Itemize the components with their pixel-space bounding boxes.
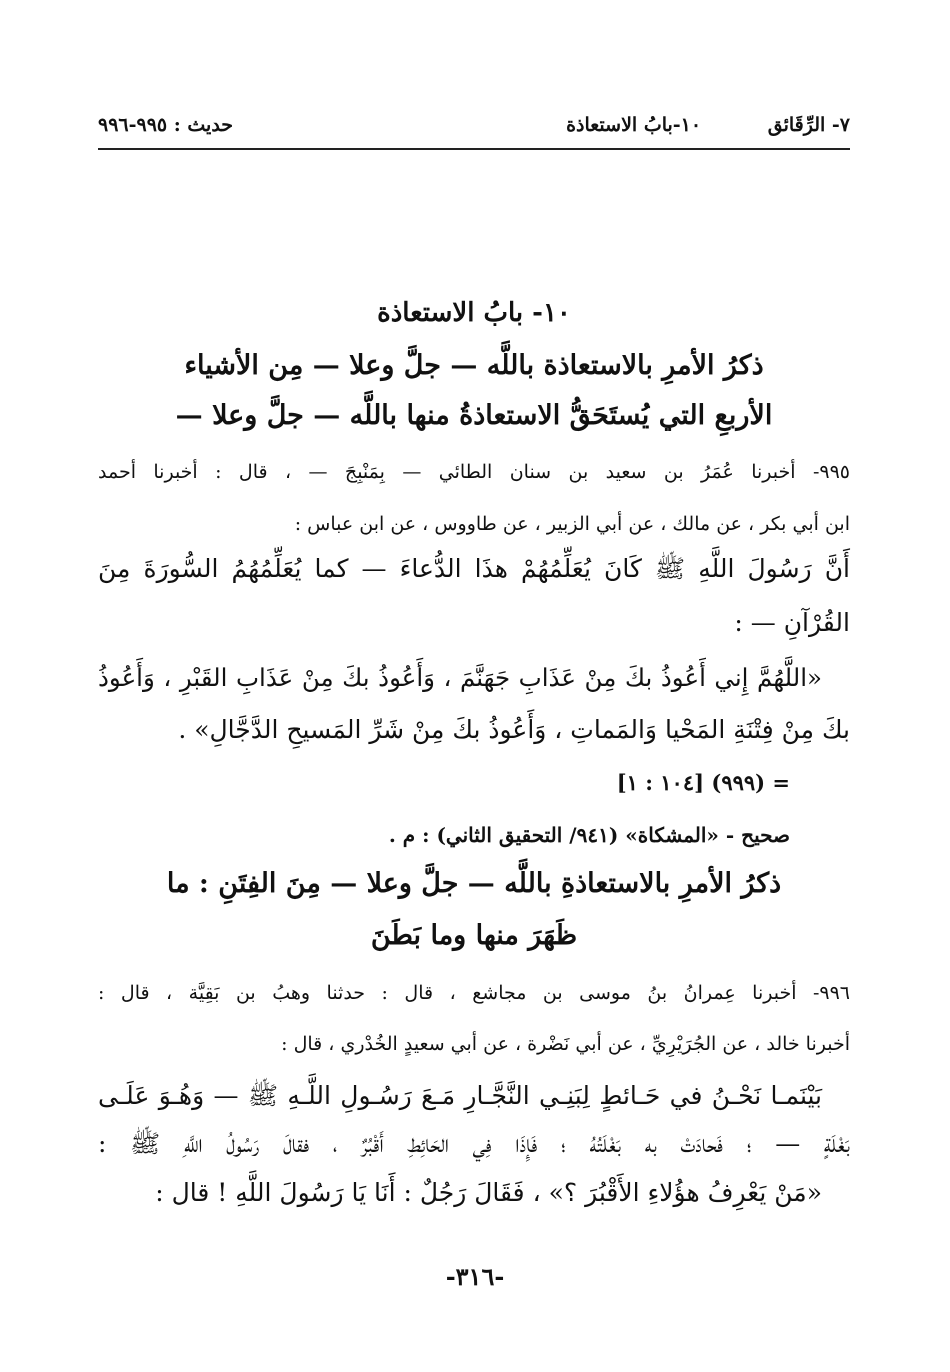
chapter-label: ١٠-بابُ الاستعاذة — [566, 114, 702, 136]
hadith-995-reference: = (٩٩٩) [١٠٤ : ١] — [616, 770, 790, 795]
running-head-right — [566, 114, 850, 136]
hadith-996-text-line1: بَيْنَمـا نَحْـنُ في حَـائطٍ لِبَنِـي النَّجَّـارِ مَـعَ رَسُـولِ اللَّـهِ ﷺ — وَهُـوَ عَلَـى — [98, 1081, 822, 1110]
hadith-995-text-line2: القُرْآنِ — : — [734, 608, 850, 637]
hadith-996-chain-line2: أخبرنا خالد ، عن الجُرَيْرِيِّ ، عن أبي نَضْرة ، عن أبي سعيدٍ الخُدْري ، قال : — [281, 1033, 850, 1055]
hadith-range: حديث : ٩٩٥-٩٩٦ — [98, 114, 234, 136]
section2-heading-line1: ذكرُ الأمرِ بالاستعاذةِ باللَّه — جلَّ وعلا — مِنَ الفِتَنِ : ما — [166, 868, 782, 899]
hadith-995-text-line1: أَنَّ رَسُولَ اللَّهِ ﷺ كَانَ يُعَلِّمُهُمْ هذَا الدُّعاءَ — كما يُعَلِّمُهُمُ السُّورَةَ مِنَ — [98, 554, 850, 583]
section1-heading-line2: الأربعِ التي يُستَحَقُّ الاستعاذةُ منها باللَّه — جلَّ وعلا — — [175, 400, 773, 431]
hadith-995-text-line3: «اللَّهُمَّ إِني أَعُوذُ بكَ مِنْ عَذَابِ جَهَنَّمَ ، وَأَعُوذُ بكَ مِنْ عَذَابِ القَبْرِ ، وَأَعُوذُ — [98, 663, 822, 692]
section2-heading-line2: ظَهَرَ منها وما بَطَنَ — [370, 920, 578, 951]
chapter-title: ١٠- بابُ الاستعاذة — [377, 298, 571, 328]
running-head — [98, 108, 850, 150]
page-number: -٣١٦- — [445, 1262, 505, 1291]
hadith-995-grading: صحيح - «المشكاة» (٩٤١/ التحقيق الثاني) : م . — [388, 823, 790, 847]
hadith-996-chain-line1: ٩٩٦- أخبرنا عِمرانُ بنُ موسى بن مجاشع ، قال : حدثنا وهبُ بن بَقِيَّة ، قال : — [98, 982, 850, 1004]
hadith-995-text-line4: بكَ مِنْ فِتْنَةِ المَحْيا وَالمَماتِ ، وَأَعُوذُ بكَ مِنْ شَرِّ المَسيحِ الدَّجَّالِ» . — [178, 715, 850, 744]
hadith-995-chain-line2: ابن أبي بكر ، عن مالك ، عن أبي الزبير ، عن طاووس ، عن ابن عباس : — [294, 513, 850, 535]
hadith-995-chain-line1: ٩٩٥- أخبرنا عُمَرُ بن سعيد بن سنان الطائي — بِمَنْبِجَ — ، قال : أخبرنا أحمد — [98, 461, 850, 483]
hadith-996-text-line2: بَغْلَةٍ — ؛ فَحادَتْ به بَغْلَتُهُ ؛ فَإِذَا فِي الحَائِطِ أَقْبُرٌ ، فقالَ رَسُولُ اللَّهِ ﷺ : — [98, 1129, 850, 1158]
hadith-996-text-line3: «مَنْ يَعْرِفُ هؤُلاءِ الأَقْبُرَ ؟» ، فَقَالَ رَجُلٌ : أَنَا يَا رَسُولَ اللَّهِ ! قال : — [155, 1178, 822, 1207]
book-title: ٧- الرِّقَائق — [767, 114, 850, 136]
section1-heading-line1: ذكرُ الأمرِ بالاستعاذة باللَّه — جلَّ وعلا — مِن الأشياء — [184, 350, 764, 381]
